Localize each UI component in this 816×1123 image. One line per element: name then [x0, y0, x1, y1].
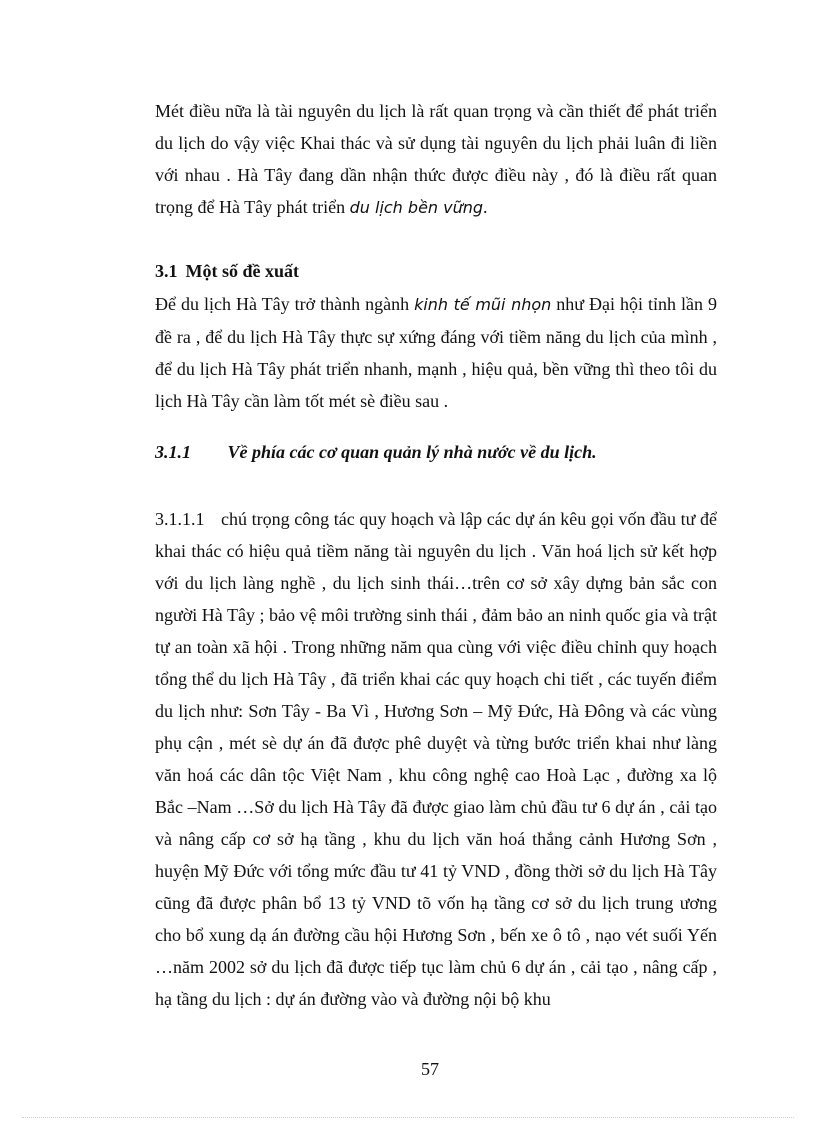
page-bottom-divider: [22, 1117, 794, 1118]
paragraph-intro-text: Mét điều nữa là tài nguyên du lịch là rất quan trọng và cần thiết để phát triển du lịch do vậy việc Khai thác và sử dụng tài nguyên du lịch phải luân đi liền với nhau . Hà Tây đang dần nhận thức được điều này , đó là điều rất quan trọng để Hà Tây phát triển: [155, 101, 717, 217]
paragraph-planning-number: 3.1.1.1: [155, 509, 205, 529]
paragraph-proposals-end: như Đại hội tỉnh lần 9 đề ra , để du lịch Hà Tây thực sự xứng đáng với tiềm năng du lịch của mình , để du lịch Hà Tây phát triển nhanh, mạnh , hiệu quả, bền vững thì theo tôi du lịch Hà Tây cần làm tốt mét sè điều sau .: [155, 294, 717, 411]
paragraph-intro: [155, 95, 717, 224]
paragraph-intro-end: .: [483, 197, 488, 217]
page-number: 57: [421, 1059, 439, 1079]
subsection-number: 3.1.1: [155, 442, 191, 462]
paragraph-proposals-italic-term: kinh tế mũi nhọn: [414, 295, 552, 314]
paragraph-intro-italic-term: du lịch bền vững: [349, 198, 484, 217]
paragraph-planning: [155, 503, 717, 1015]
paragraph-proposals: [155, 288, 717, 417]
subsection-title: Về phía các cơ quan quản lý nhà nước về du lịch.: [227, 442, 597, 462]
section-heading-3-1: [155, 257, 299, 285]
section-title: Một số đề xuất: [185, 261, 299, 281]
section-number: 3.1: [155, 261, 178, 281]
section-heading-3-1-1: [155, 438, 597, 466]
paragraph-proposals-text: Để du lịch Hà Tây trở thành ngành: [155, 294, 415, 314]
paragraph-planning-text: chú trọng công tác quy hoạch và lập các dự án kêu gọi vốn đầu tư để khai thác có hiệu quả tiềm năng tài nguyên du lịch . Văn hoá lịch sử kết hợp với du lịch làng nghề , du lịch sinh thái…trên cơ sở xây dựng bản sắc con người Hà Tây ; bảo vệ môi trường sinh thái , đảm bảo an ninh quốc gia và trật tự an toàn xã hội . Trong những năm qua cùng với việc điều chỉnh quy hoạch tổng thể du lịch Hà Tây , đã triển khai các quy hoạch chi tiết , các tuyến điểm du lịch như: Sơn Tây - Ba Vì , Hương Sơn – Mỹ Đức, Hà Đông và các vùng phụ cận , mét sè dự án đã được phê duyệt và từng bước triển khai như làng văn hoá các dân tộc Việt Nam , khu công nghệ cao Hoà Lạc , đường xa lộ Bắc –Nam …Sở du lịch Hà Tây đã được giao làm chủ đầu tư 6 dự án , cải tạo và nâng cấp cơ sở hạ tầng , khu du lịch văn hoá thắng cảnh Hương Sơn , huyện Mỹ Đức với tổng mức đầu tư 41 tỷ VND , đồng thời sở du lịch Hà Tây cũng đã được phân bổ 13 tỷ VND tõ vốn hạ tầng cơ sở du lịch trung ương cho bổ xung dạ án đường cầu hội Hương Sơn , bến xe ô tô , nạo vét suối Yến …năm 2002 sở du lịch đã được tiếp tục làm chủ 6 dự án , cải tạo , nâng cấp , hạ tầng du lịch : dự án đường vào và đường nội bộ khu: [155, 509, 717, 1009]
